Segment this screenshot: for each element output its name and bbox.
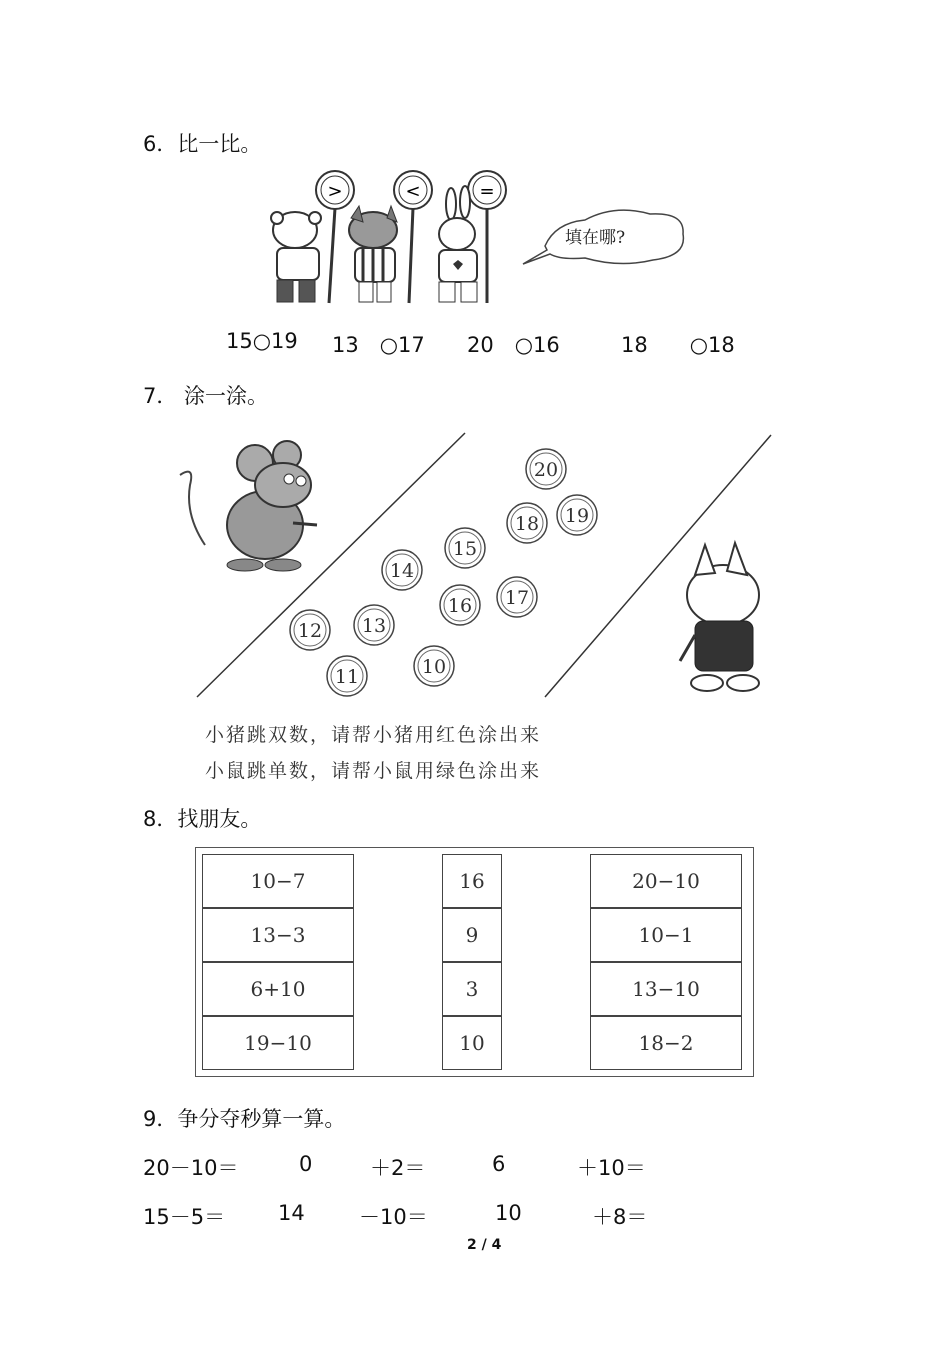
number-circle-16 — [440, 585, 480, 625]
calc-2-5: ＋8＝ — [592, 1205, 648, 1229]
number-circle-15 — [445, 528, 485, 568]
number-label: 12 — [297, 620, 323, 642]
coloring-illustration — [175, 425, 775, 705]
middle-cell: 3 — [442, 962, 502, 1016]
number-label: 14 — [389, 560, 415, 582]
middle-cell: 10 — [442, 1016, 502, 1070]
calc-1-4: 6 — [492, 1152, 506, 1176]
middle-cell: 9 — [442, 908, 502, 962]
number-label: 18 — [514, 513, 540, 535]
right-cell: 20−10 — [590, 854, 742, 908]
mouse-figure — [180, 441, 317, 571]
number-label: 16 — [447, 595, 473, 617]
left-cell: 6+10 — [202, 962, 354, 1016]
number-label: 19 — [564, 505, 590, 527]
compare-item-3: 20 ○16 — [467, 333, 560, 357]
calc-2-2: 14 — [278, 1201, 305, 1225]
q7-title: 7． 涂一涂。 — [143, 384, 269, 408]
compare-item-1: 15○19 — [226, 329, 298, 353]
number-circle-17 — [497, 577, 537, 617]
sign-lt: < — [405, 181, 421, 202]
speech-bubble — [523, 210, 683, 264]
match-table — [195, 847, 754, 1077]
number-label: 17 — [504, 587, 530, 609]
calc-1-5: ＋10＝ — [577, 1156, 646, 1180]
number-circle-18 — [507, 503, 547, 543]
calc-2-1: 15－5＝ — [143, 1205, 226, 1229]
instruction-mouse: 小鼠跳单数，请帮小鼠用绿色涂出来 — [205, 760, 542, 782]
compare-item-4: 18 ○18 — [621, 333, 735, 357]
right-cell: 18−2 — [590, 1016, 742, 1070]
number-label: 11 — [334, 666, 360, 688]
page-number: 2 / 4 — [467, 1237, 502, 1253]
number-label: 15 — [452, 538, 478, 560]
number-label: 13 — [361, 615, 387, 637]
middle-column — [442, 854, 502, 1070]
right-column — [590, 854, 742, 1070]
pig-sign-figure — [349, 171, 432, 303]
calc-2-3: －10＝ — [359, 1205, 428, 1229]
calc-1-3: ＋2＝ — [370, 1156, 426, 1180]
number-circle-19 — [557, 495, 597, 535]
number-circle-13 — [354, 605, 394, 645]
instruction-pig: 小猪跳双数，请帮小猪用红色涂出来 — [205, 724, 542, 746]
middle-cell: 16 — [442, 854, 502, 908]
compare-animals-illustration — [255, 168, 695, 313]
piglet-figure — [680, 543, 759, 691]
compare-item-2: 13 ○17 — [332, 333, 425, 357]
rabbit-sign-figure — [439, 171, 506, 303]
right-cell: 10−1 — [590, 908, 742, 962]
number-circle-12 — [290, 610, 330, 650]
number-circle-20 — [526, 449, 566, 489]
calc-1-1: 20－10＝ — [143, 1156, 239, 1180]
q8-title: 8．找朋友。 — [143, 807, 262, 831]
number-circle-10 — [414, 646, 454, 686]
q9-title: 9．争分夺秒算一算。 — [143, 1107, 346, 1131]
q6-title: 6．比一比。 — [143, 132, 262, 156]
calc-2-4: 10 — [495, 1201, 522, 1225]
left-cell: 19−10 — [202, 1016, 354, 1070]
number-circle-14 — [382, 550, 422, 590]
calc-1-2: 0 — [299, 1152, 313, 1176]
left-column — [202, 854, 354, 1070]
sign-gt: > — [327, 181, 343, 202]
left-cell: 13−3 — [202, 908, 354, 962]
right-cell: 13−10 — [590, 962, 742, 1016]
left-cell: 10−7 — [202, 854, 354, 908]
number-circles — [290, 449, 597, 696]
bubble-text: 填在哪? — [565, 228, 626, 248]
sign-eq: = — [479, 181, 495, 202]
number-circle-11 — [327, 656, 367, 696]
number-label: 10 — [421, 656, 447, 678]
sheep-sign-figure — [271, 171, 354, 303]
number-label: 20 — [533, 459, 559, 481]
